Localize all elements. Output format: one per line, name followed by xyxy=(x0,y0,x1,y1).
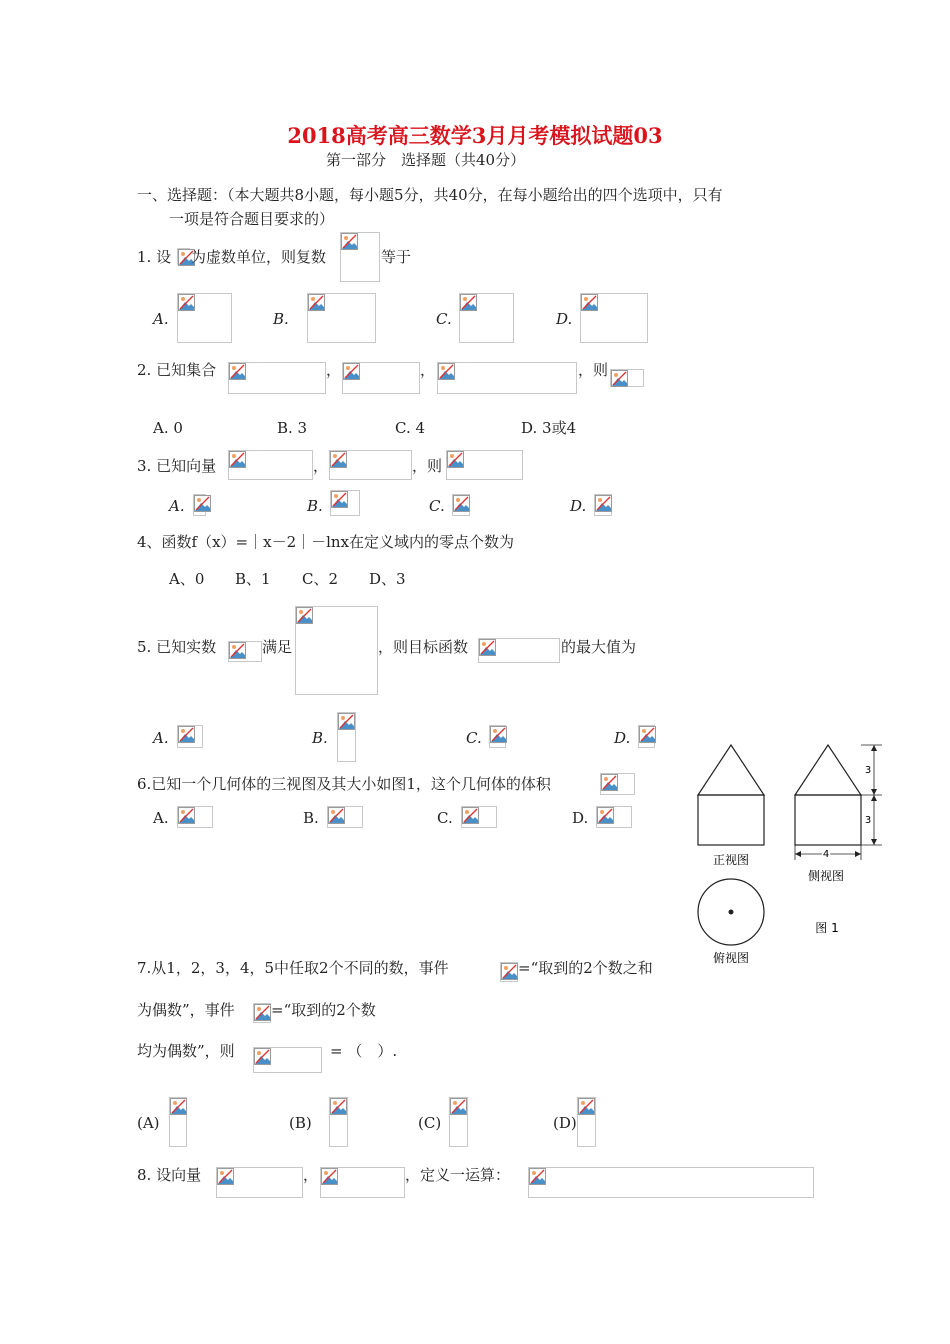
broken-image-glyph xyxy=(450,1098,467,1115)
broken-image-icon xyxy=(307,293,376,343)
q5-text-d: 的最大值为 xyxy=(561,638,637,656)
broken-image-icon xyxy=(193,494,206,516)
broken-image-glyph xyxy=(438,363,455,380)
broken-image-glyph xyxy=(447,451,464,468)
broken-image-icon xyxy=(177,806,213,828)
q7-option-c-label: (C) xyxy=(418,1114,442,1132)
q4-option-d: D、3 xyxy=(369,570,406,588)
q3-option-c-label: C. xyxy=(429,497,445,515)
broken-image-glyph xyxy=(330,1098,347,1115)
dim-top-label: 3 xyxy=(864,765,872,776)
q2-text-a: 2. 已知集合 xyxy=(137,361,217,379)
broken-image-icon xyxy=(253,1047,322,1073)
broken-image-icon xyxy=(295,606,378,695)
broken-image-icon xyxy=(580,293,648,343)
broken-image-icon xyxy=(327,806,363,828)
broken-image-icon xyxy=(577,1097,596,1147)
broken-image-glyph xyxy=(341,233,358,250)
broken-image-glyph xyxy=(338,713,355,730)
broken-image-icon xyxy=(330,490,360,516)
broken-image-glyph xyxy=(229,451,246,468)
broken-image-glyph xyxy=(229,642,246,659)
q5-option-a-label: A. xyxy=(153,729,169,747)
broken-image-glyph xyxy=(178,294,195,311)
q7-text-d: =“取到的2个数 xyxy=(271,1001,376,1019)
broken-image-glyph xyxy=(601,774,618,791)
q7-text-b: =“取到的2个数之和 xyxy=(518,959,653,977)
broken-image-icon xyxy=(489,725,506,748)
q8-sep2: ，定义一运算： xyxy=(405,1166,511,1184)
broken-image-glyph xyxy=(501,963,518,980)
q8-text-a: 8. 设向量 xyxy=(137,1166,202,1184)
dim-width-label: 4 xyxy=(822,849,830,860)
three-view-figure xyxy=(690,740,900,970)
q6-option-a-label: A. xyxy=(153,809,169,827)
broken-image-icon xyxy=(342,362,420,394)
broken-image-icon xyxy=(177,293,232,343)
broken-image-glyph xyxy=(578,1098,595,1115)
broken-image-icon xyxy=(437,362,577,394)
q2-sep2: ， xyxy=(420,361,436,379)
q3-option-b-label: B. xyxy=(307,497,323,515)
broken-image-glyph xyxy=(178,726,195,743)
broken-image-glyph xyxy=(479,639,496,656)
broken-image-icon xyxy=(329,1097,348,1147)
broken-image-glyph xyxy=(254,1004,271,1021)
q4-option-a: A、0 xyxy=(169,570,205,588)
broken-image-icon xyxy=(340,232,380,282)
q6-option-b-label: B. xyxy=(303,809,319,827)
broken-image-icon xyxy=(228,641,262,662)
broken-image-glyph xyxy=(308,294,325,311)
broken-image-glyph xyxy=(462,807,479,824)
broken-image-glyph xyxy=(595,495,612,512)
broken-image-icon xyxy=(253,1003,271,1023)
q7-text-c: 为偶数”，事件 xyxy=(137,1001,235,1019)
q5-option-c-label: C. xyxy=(466,729,482,747)
q3-option-a-label: A. xyxy=(169,497,185,515)
q7-option-a-label: (A) xyxy=(137,1114,160,1132)
q4-text: 4、函数f（x）=｜x－2｜－lnx在定义域内的零点个数为 xyxy=(137,533,515,551)
q1-option-d-label: D. xyxy=(556,310,573,328)
q4-option-c: C、2 xyxy=(302,570,339,588)
broken-image-icon xyxy=(452,494,470,516)
section-subtitle: 第一部分 选择题（共40分） xyxy=(326,151,526,169)
q3-option-d-label: D. xyxy=(570,497,587,515)
q3-sep1: ， xyxy=(313,457,329,475)
q2-option-b: B. 3 xyxy=(277,419,308,437)
q6-option-c-label: C. xyxy=(437,809,453,827)
broken-image-glyph xyxy=(330,451,347,468)
q1-option-c-label: C. xyxy=(436,310,452,328)
broken-image-icon xyxy=(638,725,655,748)
q5-text-a: 5. 已知实数 xyxy=(137,638,217,656)
broken-image-glyph xyxy=(321,1168,338,1185)
broken-image-icon xyxy=(594,494,612,516)
broken-image-icon xyxy=(177,725,203,748)
broken-image-icon xyxy=(329,450,412,480)
q3-sep2: ，则 xyxy=(412,457,443,475)
figure-label: 图 1 xyxy=(815,921,839,935)
q1-text-b: 为虚数单位，则复数 xyxy=(191,248,327,266)
broken-image-icon xyxy=(528,1167,814,1198)
q4-option-b: B、1 xyxy=(235,570,271,588)
front-view xyxy=(698,745,764,845)
broken-image-glyph xyxy=(639,726,656,743)
broken-image-icon xyxy=(461,806,497,828)
broken-image-glyph xyxy=(453,495,470,512)
broken-image-icon xyxy=(216,1167,303,1198)
front-view-label: 正视图 xyxy=(712,853,750,867)
q1-text-a: 1. 设 xyxy=(137,248,172,266)
q3-text-a: 3. 已知向量 xyxy=(137,457,217,475)
q7-text-e: 均为偶数”，则 xyxy=(137,1042,235,1060)
top-view xyxy=(698,879,764,945)
broken-image-icon xyxy=(169,1097,187,1147)
broken-image-glyph xyxy=(194,495,211,512)
broken-image-icon xyxy=(596,806,632,828)
q5-option-d-label: D. xyxy=(614,729,631,747)
q7-option-d-label: (D) xyxy=(553,1114,577,1132)
q2-option-d: D. 3或4 xyxy=(521,419,577,437)
broken-image-icon xyxy=(600,773,635,795)
broken-image-glyph xyxy=(331,491,348,508)
q5-text-b: 满足 xyxy=(262,638,293,656)
broken-image-glyph xyxy=(460,294,477,311)
broken-image-glyph xyxy=(229,363,246,380)
q6-option-d-label: D. xyxy=(572,809,589,827)
q8-sep1: ， xyxy=(303,1166,319,1184)
broken-image-icon xyxy=(459,293,514,343)
side-view-label: 侧视图 xyxy=(807,869,845,883)
q7-text-f: = （ ）. xyxy=(330,1042,398,1060)
broken-image-icon xyxy=(478,638,560,663)
broken-image-icon xyxy=(449,1097,468,1147)
broken-image-icon xyxy=(177,248,190,265)
broken-image-glyph xyxy=(490,726,507,743)
q2-option-c: C. 4 xyxy=(395,419,426,437)
q7-text-a: 7.从1，2，3，4，5中任取2个不同的数，事件 xyxy=(137,959,449,977)
broken-image-icon xyxy=(610,369,644,387)
broken-image-glyph xyxy=(581,294,598,311)
broken-image-glyph xyxy=(296,607,313,624)
q1-option-b-label: B. xyxy=(273,310,289,328)
doc-title: 2018高考高三数学3月月考模拟试题03 xyxy=(287,123,663,148)
broken-image-glyph xyxy=(597,807,614,824)
broken-image-glyph xyxy=(343,363,360,380)
top-view-label: 俯视图 xyxy=(712,951,750,965)
broken-image-icon xyxy=(500,962,518,982)
section-instructions-line1: 一、选择题：（本大题共8小题，每小题5分，共40分，在每小题给出的四个选项中，只有 xyxy=(137,186,723,204)
broken-image-glyph xyxy=(178,807,195,824)
broken-image-icon xyxy=(228,362,326,394)
q2-option-a: A. 0 xyxy=(153,419,183,437)
broken-image-icon xyxy=(446,450,523,480)
q5-text-c: ，则目标函数 xyxy=(378,638,469,656)
q2-sep1: ， xyxy=(326,361,342,379)
q5-option-b-label: B. xyxy=(312,729,328,747)
broken-image-glyph xyxy=(217,1168,234,1185)
q6-text: 6.已知一个几何体的三视图及其大小如图1，这个几何体的体积 xyxy=(137,775,551,793)
broken-image-icon xyxy=(228,450,313,480)
broken-image-glyph xyxy=(254,1048,271,1065)
side-view xyxy=(795,745,882,860)
broken-image-glyph xyxy=(611,370,628,387)
q2-sep3: ，则 xyxy=(578,361,609,379)
broken-image-icon xyxy=(320,1167,405,1198)
q1-option-a-label: A. xyxy=(153,310,169,328)
broken-image-glyph xyxy=(170,1098,187,1115)
broken-image-glyph xyxy=(529,1168,546,1185)
section-instructions-line2: 一项是符合题目要求的） xyxy=(169,210,335,228)
broken-image-icon xyxy=(337,712,356,762)
q1-text-c: 等于 xyxy=(381,248,412,266)
broken-image-glyph xyxy=(328,807,345,824)
q7-option-b-label: (B) xyxy=(289,1114,312,1132)
dim-bottom-label: 3 xyxy=(864,815,872,826)
